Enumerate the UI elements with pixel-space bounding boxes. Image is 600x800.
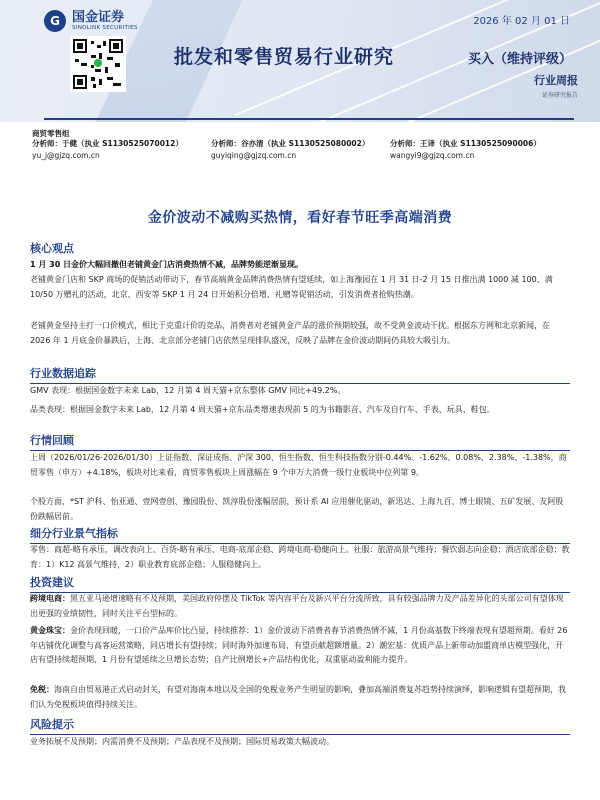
analyst-email[interactable]: wangyi9@gjzq.com.cn	[390, 151, 475, 160]
report-type: 行业周报	[534, 74, 578, 87]
invest-text-crossborder: 黑五亚马逊增速略有不及预期，美国政府停摆及 TikTok 等内容平台及新兴平台分流所致，具有较强品牌力及产品差异化的头部公司有望体现出更强的业绩韧性，同时关注平台型标的。	[30, 594, 564, 618]
sub-paragraph-1: 零售：商超-略有承压，调改表向上、百货-略有承压、电商-底部企稳、跨境电商-稳健向上。社服：旅游高景气维持；餐饮弱志向企稳；酒店底部企稳；教育：1）K12 高景气维持，2）职业教育底部企稳；人服稳健向上。	[30, 545, 570, 569]
logo-name-en: SINOLINK SECURITIES	[72, 24, 138, 31]
section-heading-subindustry: 细分行业景气指标	[30, 525, 570, 544]
section-heading-invest: 投资建议	[30, 574, 570, 593]
section-heading-risk: 风险提示	[30, 716, 570, 735]
core-paragraph-1: 老铺黄金门店和 SKP 商场的促销活动带动下，春节高端黄金品牌消费热情有望延续，如上海豫园在 1 月 31 日-2 月 15 日推出满 1000 减 100、满 10/50 万赠礼的活动，北京、西安等 SKP 1 月 24 日开始积分倍增、礼赠等促销活动，引发消费者抢购热潮。	[30, 275, 553, 299]
company-logo	[44, 10, 138, 32]
header-banner	[0, 0, 600, 122]
analyst-email[interactable]: yu_j@gjzq.com.cn	[32, 151, 100, 160]
industry-paragraph-2: 品类表现：根据国金数字未来 Lab，12 月第 4 周天猫+京东品类增速表现前 5 的为书籍影音、汽车及自行车、手表、玩具、鞋包。	[30, 405, 495, 414]
section-heading-core: 核心观点	[30, 242, 74, 255]
market-paragraph-1: 上周（2026/01/26-2026/01/30）上证指数、深证成指、沪深 300、恒生指数、恒生科技指数分别-0.44%、-1.62%、0.08%、2.38%、-1.38%，商贸零售（申万）+4.18%，板块对比来看，商贸零售板块上周涨幅在 9 个申万大消费一级行业板块中位列第 9。	[30, 453, 567, 477]
section-heading-market: 行情回顾	[30, 432, 570, 451]
core-lead-text: 1 月 30 日金价大幅回撤但老铺黄金门店消费热情不减，品牌势能逆渐显现。	[30, 260, 304, 269]
invest-lead-crossborder: 跨境电商：	[30, 594, 70, 603]
analyst-card	[211, 138, 369, 162]
invest-text-jewelry: 金价表现回暖，一口价产品库价比凸显，持续推荐：1）金价波动下消费者春节消费热情不减，1 月份高基数下终端表现有望超预期。看好 26 年店铺优化调整与高客运营策略，同店增长有望持续；同时海外加速布局，有望贡献超额增量。2）潮宏基：优质产品上新带动加盟商单店模型强化，开店有望持续超预期，1 月份有望延续之旦增长态势；自产比例增长+产品结构优化，双重驱动盈利能力提升。	[30, 626, 568, 664]
invest-text-dutyfree: 海南自由贸易港正式启动封关，有望对海南本地以及全国的免税业务产生明显的影响，叠加高端消费复苏趋势持续演绎，影响逻辑有望超预期，我们认为免税板块值得持续关注。	[30, 685, 566, 709]
analyst-name: 分析师：王译（执业 S1130525090006）	[390, 139, 541, 148]
risk-paragraph: 业务拓展不及预期；内需消费不及预期；产品表现不及预期；国际贸易政策大幅波动。	[30, 737, 334, 746]
team-heading: 商贸零售组	[32, 129, 70, 138]
report-title: 批发和零售贸易行业研究	[174, 46, 395, 68]
invest-paragraph-jewelry	[30, 624, 570, 668]
core-paragraph-2: 老铺黄金坚持主打一口价模式，相比于克重计价的竞品，消费者对老铺黄金产品的涨价预期较强，故不受黄金波动干扰。根据东方网和北京新闻，在 2026 年 1 月底金价暴跌后，上海、北京部分老铺门店依然呈现排队盛况，反映了品牌在金价波动期间仍具较大吸引力。	[30, 321, 550, 345]
invest-paragraph-crossborder	[30, 592, 570, 621]
invest-lead-jewelry: 黄金珠宝：	[30, 626, 70, 635]
invest-lead-dutyfree: 免税：	[30, 685, 54, 694]
section-heading-industry: 行业数据追踪	[30, 365, 570, 384]
report-subtype: 证券研究报告	[541, 92, 578, 99]
analyst-email[interactable]: guyiqing@gjzq.com.cn	[211, 151, 297, 160]
market-paragraph-2: 个股方面，*ST 沪科、怡亚通、壹网壹创、豫园股份、凯淳股份涨幅居前，预计系 AI 应用催化驱动，新迅达、上海九百、博士眼镜、五矿发展、友阿股份跌幅居前。	[30, 497, 564, 521]
analyst-card	[390, 138, 541, 162]
analyst-card	[32, 138, 183, 162]
analyst-name: 分析师：谷亦清（执业 S1130525080002）	[211, 139, 370, 148]
analyst-name: 分析师：于健（执业 S1130525070012）	[32, 139, 183, 148]
core-lead	[30, 258, 570, 273]
logo-name-cn: 国金证券	[72, 9, 125, 25]
invest-paragraph-dutyfree	[30, 683, 570, 712]
industry-paragraph-1: GMV 表现：根据国金数字未来 Lab，12 月第 4 周天猫+京东整体 GMV 同比+49.2%。	[30, 386, 346, 395]
logo-icon: G	[44, 10, 66, 32]
qr-code-icon	[70, 36, 126, 92]
report-date: 2026 年 02 月 01 日	[473, 16, 570, 27]
rating-badge: 买入（维持评级）	[467, 52, 572, 67]
report-headline: 金价波动不减购买热情，看好春节旺季高端消费	[147, 210, 453, 226]
header-divider	[44, 118, 574, 120]
